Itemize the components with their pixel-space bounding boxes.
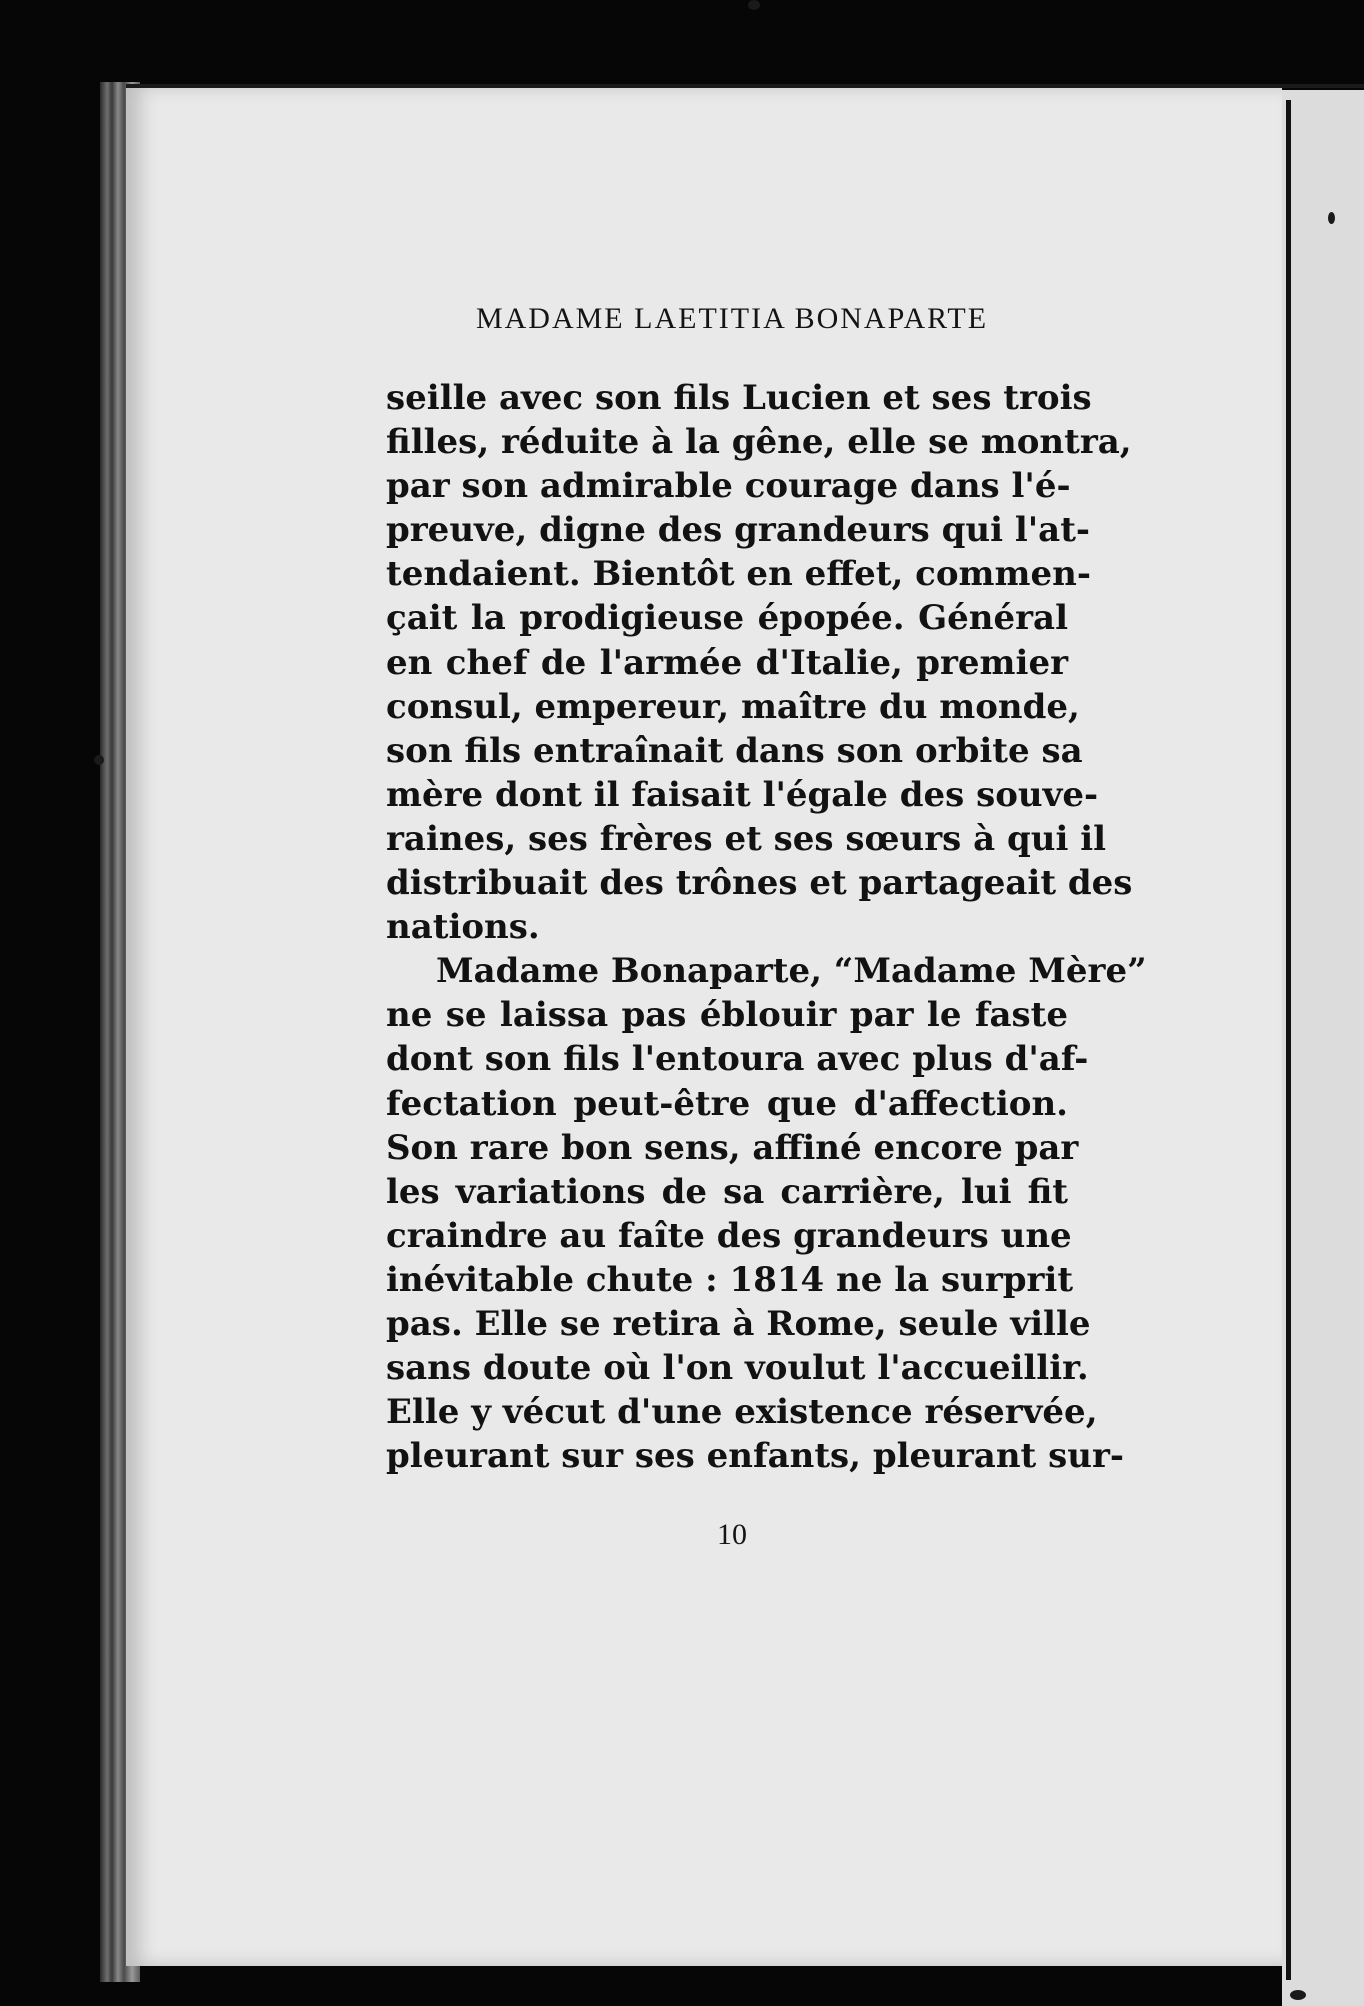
text-line: distribuait des trônes et partageait des: [386, 863, 1133, 904]
text-line: son fils entraînait dans son orbite sa: [386, 730, 1083, 771]
text-line: Elle y vécut d'une existence réservée,: [386, 1392, 1098, 1433]
text-line: consul, empereur, maître du monde,: [386, 686, 1080, 727]
text-line: raines, ses frères et ses sœurs à qui il: [386, 818, 1107, 859]
running-head: [0, 302, 1364, 336]
text-line: filles, réduite à la gêne, elle se montra,: [386, 422, 1132, 463]
text-line: fectation peut-être que d'affection.: [386, 1083, 1068, 1124]
paragraph-2: [386, 949, 1147, 1478]
page-number: [0, 1518, 1364, 1552]
text-line: pleurant sur ses enfants, pleurant sur-: [386, 1436, 1124, 1477]
text-line: nations.: [386, 907, 540, 948]
body-text: [386, 376, 1147, 1478]
text-line: sans doute où l'on voulut l'accueillir.: [386, 1348, 1089, 1389]
top-edge-rule: [126, 84, 1364, 88]
text-line: en chef de l'armée d'Italie, premier: [386, 642, 1068, 683]
scan-speck: [1290, 1990, 1306, 2000]
facing-page-edge: [1282, 90, 1364, 2006]
scan-speck: [94, 755, 104, 765]
text-line: seille avec son fils Lucien et ses trois: [386, 378, 1092, 418]
paragraph-1: [386, 376, 1133, 949]
text-line: les variations de sa carrière, lui fit: [386, 1171, 1068, 1212]
scan-speck: [1328, 212, 1335, 224]
text-line: ne se laissa pas éblouir par le faste: [386, 995, 1068, 1036]
running-head-text: MADAME LAETITIA BONAPARTE: [475, 302, 989, 335]
page-number-text: 10: [717, 1518, 747, 1551]
text-line: craindre au faîte des grandeurs une: [386, 1215, 1072, 1256]
facing-page-border: [1286, 100, 1291, 1980]
text-line: preuve, digne des grandeurs qui l'at-: [386, 510, 1091, 551]
text-line: Madame Bonaparte, “Madame Mère”: [436, 951, 1147, 992]
scan-speck: [748, 0, 760, 10]
text-line: Son rare bon sens, affiné encore par: [386, 1127, 1079, 1168]
text-line: inévitable chute : 1814 ne la surprit: [386, 1259, 1074, 1300]
text-line: par son admirable courage dans l'é-: [386, 466, 1071, 507]
text-line: mère dont il faisait l'égale des souve-: [386, 774, 1099, 815]
text-line: dont son fils l'entoura avec plus d'af-: [386, 1039, 1089, 1080]
text-line: tendaient. Bientôt en effet, commen-: [386, 554, 1091, 595]
text-line: pas. Elle se retira à Rome, seule ville: [386, 1303, 1091, 1344]
text-line: çait la prodigieuse épopée. Général: [386, 598, 1068, 639]
